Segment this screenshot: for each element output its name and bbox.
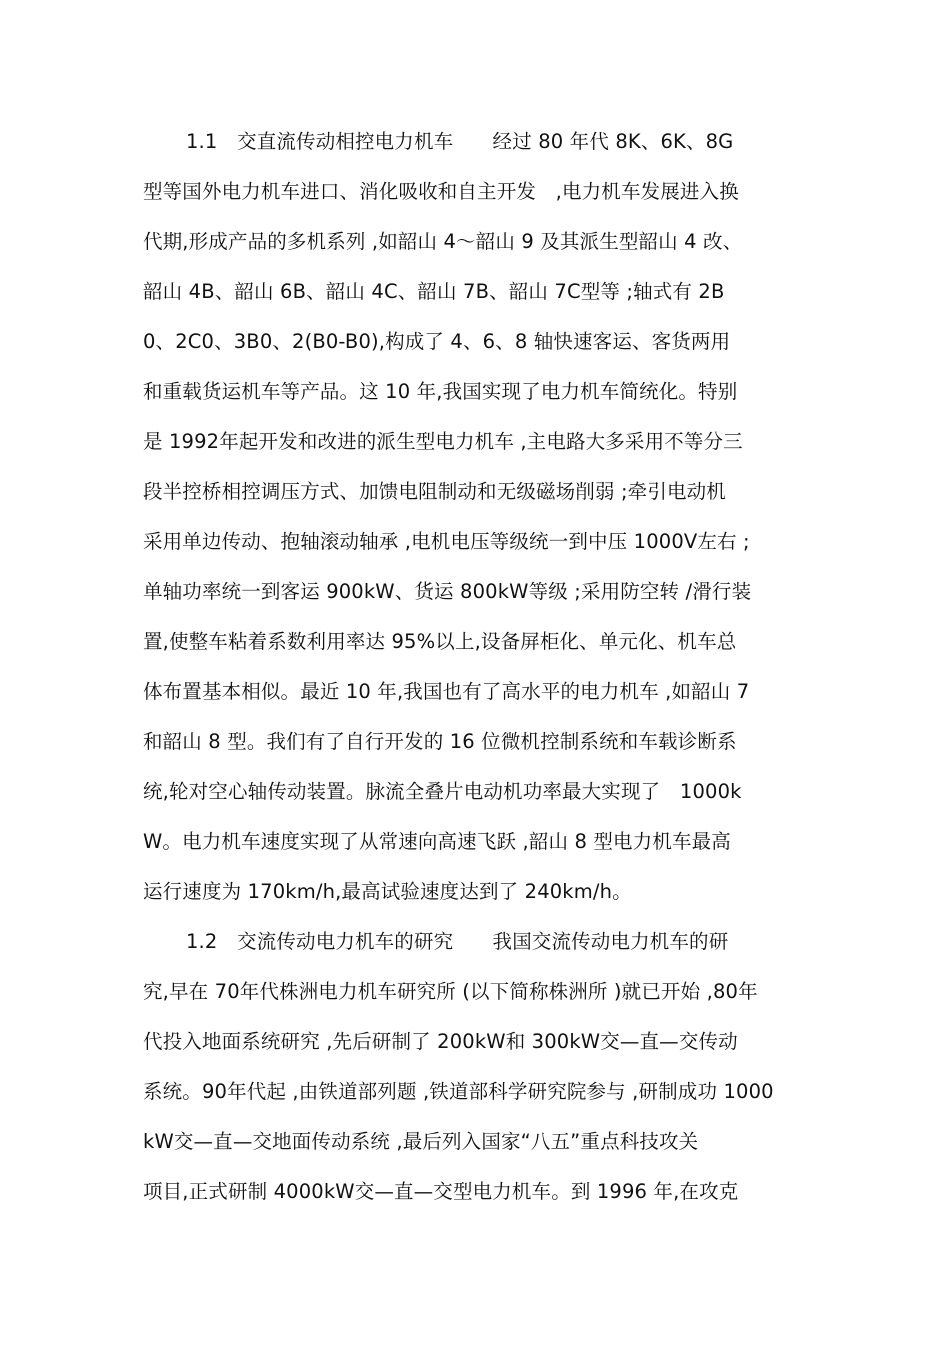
- text-line: 体布置基本相似。最近 10 年,我国也有了高水平的电力机车 ,如韶山 7: [143, 680, 750, 703]
- text-line: 系统。90年代起 ,由铁道部列题 ,铁道部科学研究院参与 ,研制成功 1000: [143, 1080, 774, 1103]
- text-line: 代投入地面系统研究 ,先后研制了 200kW和 300kW交—直—交传动: [143, 1030, 738, 1053]
- text-line: 和重载货运机车等产品。这 10 年,我国实现了电力机车简统化。特别: [143, 380, 738, 403]
- text-line: 统,轮对空心轴传动装置。脉流全叠片电动机功率最大实现了 1000k: [143, 780, 742, 803]
- text-line: 究,早在 70年代株洲电力机车研究所 (以下简称株洲所 )就已开始 ,80年: [143, 980, 758, 1003]
- text-line: kW交—直—交地面传动系统 ,最后列入国家“八五”重点科技攻关: [143, 1130, 699, 1153]
- text-line: 型等国外电力机车进口、消化吸收和自主开发 ,电力机车发展进入换: [143, 180, 739, 203]
- text-line: 运行速度为 170km/h,最高试验速度达到了 240km/h。: [143, 880, 632, 903]
- paragraph-1-heading-line: 1.1 交直流传动相控电力机车 经过 80 年代 8K、6K、8G: [186, 130, 734, 153]
- text-line: 置,使整车粘着系数利用率达 95%以上,设备屏柜化、单元化、机车总: [143, 630, 737, 653]
- text-line: 0、2C0、3B0、2(B0-B0),构成了 4、6、8 轴快速客运、客货两用: [143, 330, 731, 353]
- text-line: 段半控桥相控调压方式、加馈电阻制动和无级磁场削弱 ;牵引电动机: [143, 480, 726, 503]
- text-line: 项目,正式研制 4000kW交—直—交型电力机车。到 1996 年,在攻克: [143, 1180, 739, 1203]
- text-line: 和韶山 8 型。我们有了自行开发的 16 位微机控制系统和车载诊断系: [143, 730, 737, 753]
- paragraph-2-heading-line: 1.2 交流传动电力机车的研究 我国交流传动电力机车的研: [186, 930, 729, 953]
- text-line: 韶山 4B、韶山 6B、韶山 4C、韶山 7B、韶山 7C型等 ;轴式有 2B: [143, 280, 725, 303]
- text-line: W。电力机车速度实现了从常速向高速飞跃 ,韶山 8 型电力机车最高: [143, 830, 731, 853]
- text-line: 单轴功率统一到客运 900kW、货运 800kW等级 ;采用防空转 /滑行装: [143, 580, 752, 603]
- text-line: 代期,形成产品的多机系列 ,如韶山 4～韶山 9 及其派生型韶山 4 改、: [143, 230, 743, 253]
- text-line: 是 1992年起开发和改进的派生型电力机车 ,主电路大多采用不等分三: [143, 430, 743, 453]
- text-line: 采用单边传动、抱轴滚动轴承 ,电机电压等级统一到中压 1000V左右 ;: [143, 530, 750, 553]
